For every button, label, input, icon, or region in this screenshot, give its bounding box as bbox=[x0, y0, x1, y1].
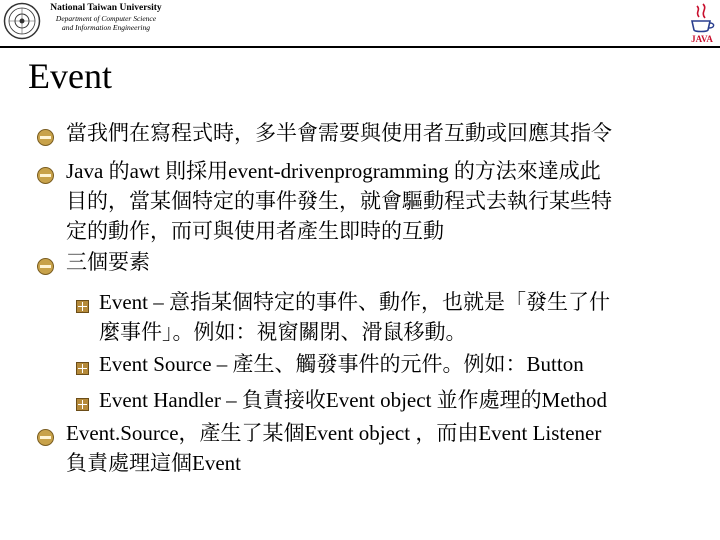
slide-header bbox=[0, 0, 720, 44]
sub-bullet-line-3: Event Handler – 負責接收Event object 並作處理的Method bbox=[99, 388, 607, 412]
sub-bullet-icon bbox=[76, 398, 89, 411]
sub-bullet-icon bbox=[76, 300, 89, 313]
sub-bullet-icon bbox=[76, 362, 89, 375]
java-logo-icon bbox=[686, 2, 718, 44]
bullet-line-2-cont: 目的，當某個特定的事件發生，就會驅動程式去執行某些特 bbox=[66, 189, 612, 213]
bullet-icon bbox=[37, 429, 54, 446]
bullet-line-4-cont: 負責處理這個Event bbox=[66, 451, 241, 475]
bullet-icon bbox=[37, 167, 54, 184]
header-rule bbox=[0, 46, 720, 48]
university-name: National Taiwan University bbox=[50, 3, 162, 13]
department-line-2: and Information Engineering bbox=[62, 23, 150, 32]
university-block bbox=[46, 3, 166, 32]
bullet-line-2: Java 的awt 則採用event-drivenprogramming 的方法來達成此 bbox=[66, 159, 601, 183]
bullet-line-2-cont: 定的動作，而可與使用者產生即時的互動 bbox=[66, 219, 444, 243]
java-logo-text: JAVA bbox=[691, 34, 713, 44]
sub-bullet-line-1-cont: 麼事件」。例如：視窗關閉、滑鼠移動。 bbox=[99, 320, 467, 344]
bullet-icon bbox=[37, 258, 54, 275]
bullet-line-4: Event.Source，產生了某個Event object ，而由Event Listener bbox=[66, 421, 602, 445]
university-seal-icon bbox=[3, 2, 41, 40]
sub-bullet-line-2: Event Source – 產生、觸發事件的元件。例如：Button bbox=[99, 352, 584, 376]
slide-title: Event bbox=[28, 56, 112, 96]
bullet-line-3: 三個要素 bbox=[66, 250, 150, 274]
bullet-icon bbox=[37, 129, 54, 146]
bullet-line-1: 當我們在寫程式時，多半會需要與使用者互動或回應其指令 bbox=[66, 121, 612, 145]
sub-bullet-line-1: Event – 意指某個特定的事件、動作，也就是「發生了什 bbox=[99, 290, 610, 314]
department-line-1: Department of Computer Science bbox=[55, 14, 157, 23]
